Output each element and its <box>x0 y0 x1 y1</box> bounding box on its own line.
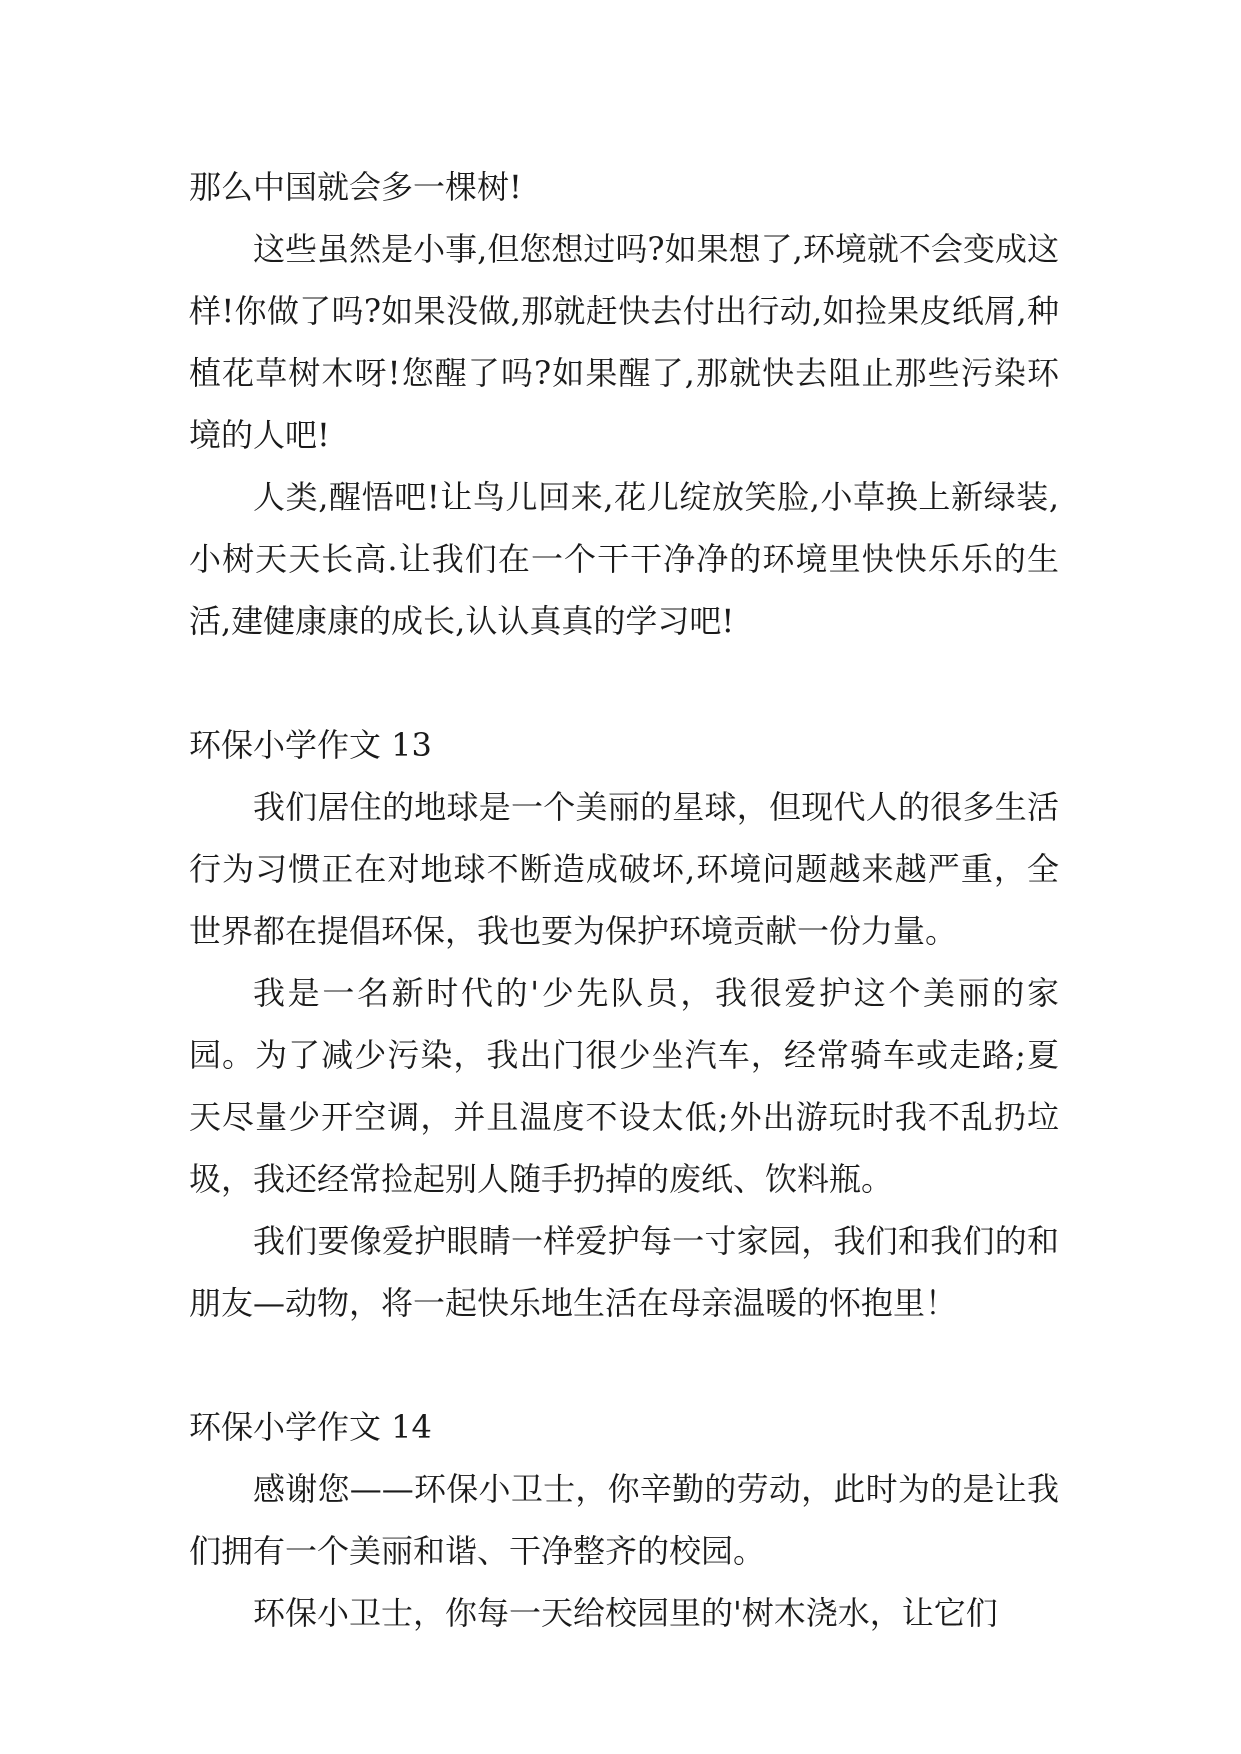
document-body <box>189 156 1059 1644</box>
section-title-13: 环保小学作文 13 <box>189 726 432 764</box>
paragraph: 环保小卫士，你每一天给校园里的'树木浇水，让它们 <box>253 1594 998 1632</box>
paragraph: 那么中国就会多一棵树! <box>189 168 522 206</box>
section-title-14: 环保小学作文 14 <box>189 1408 432 1446</box>
paragraph: 这些虽然是小事,但您想过吗?如果想了,环境就不会变成这样!你做了吗?如果没做,那就赶快去付出行动,如捡果皮纸屑,种植花草树木呀!您醒了吗?如果醒了,那就快去阻止那些污染环境的人吧! <box>189 230 1059 454</box>
paragraph: 感谢您——环保小卫士，你辛勤的劳动，此时为的是让我们拥有一个美丽和谐、干净整齐的校园。 <box>189 1470 1059 1570</box>
paragraph: 我们居住的地球是一个美丽的星球，但现代人的很多生活行为习惯正在对地球不断造成破坏,环境问题越来越严重，全世界都在提倡环保，我也要为保护环境贡献一份力量。 <box>189 788 1059 950</box>
paragraph: 我们要像爱护眼睛一样爱护每一寸家园，我们和我们的和朋友—动物，将一起快乐地生活在母亲温暖的怀抱里！ <box>189 1222 1059 1322</box>
paragraph: 人类,醒悟吧!让鸟儿回来,花儿绽放笑脸,小草换上新绿装,小树天天长高.让我们在一个干干净净的环境里快快乐乐的生活,建健康康的成长,认认真真的学习吧! <box>189 478 1059 640</box>
paragraph: 我是一名新时代的'少先队员，我很爱护这个美丽的家园。为了减少污染，我出门很少坐汽车，经常骑车或走路;夏天尽量少开空调，并且温度不设太低;外出游玩时我不乱扔垃圾，我还经常捡起别人随手扔掉的废纸、饮料瓶。 <box>189 974 1059 1198</box>
section-gap <box>189 652 1059 714</box>
section-gap <box>189 1334 1059 1396</box>
